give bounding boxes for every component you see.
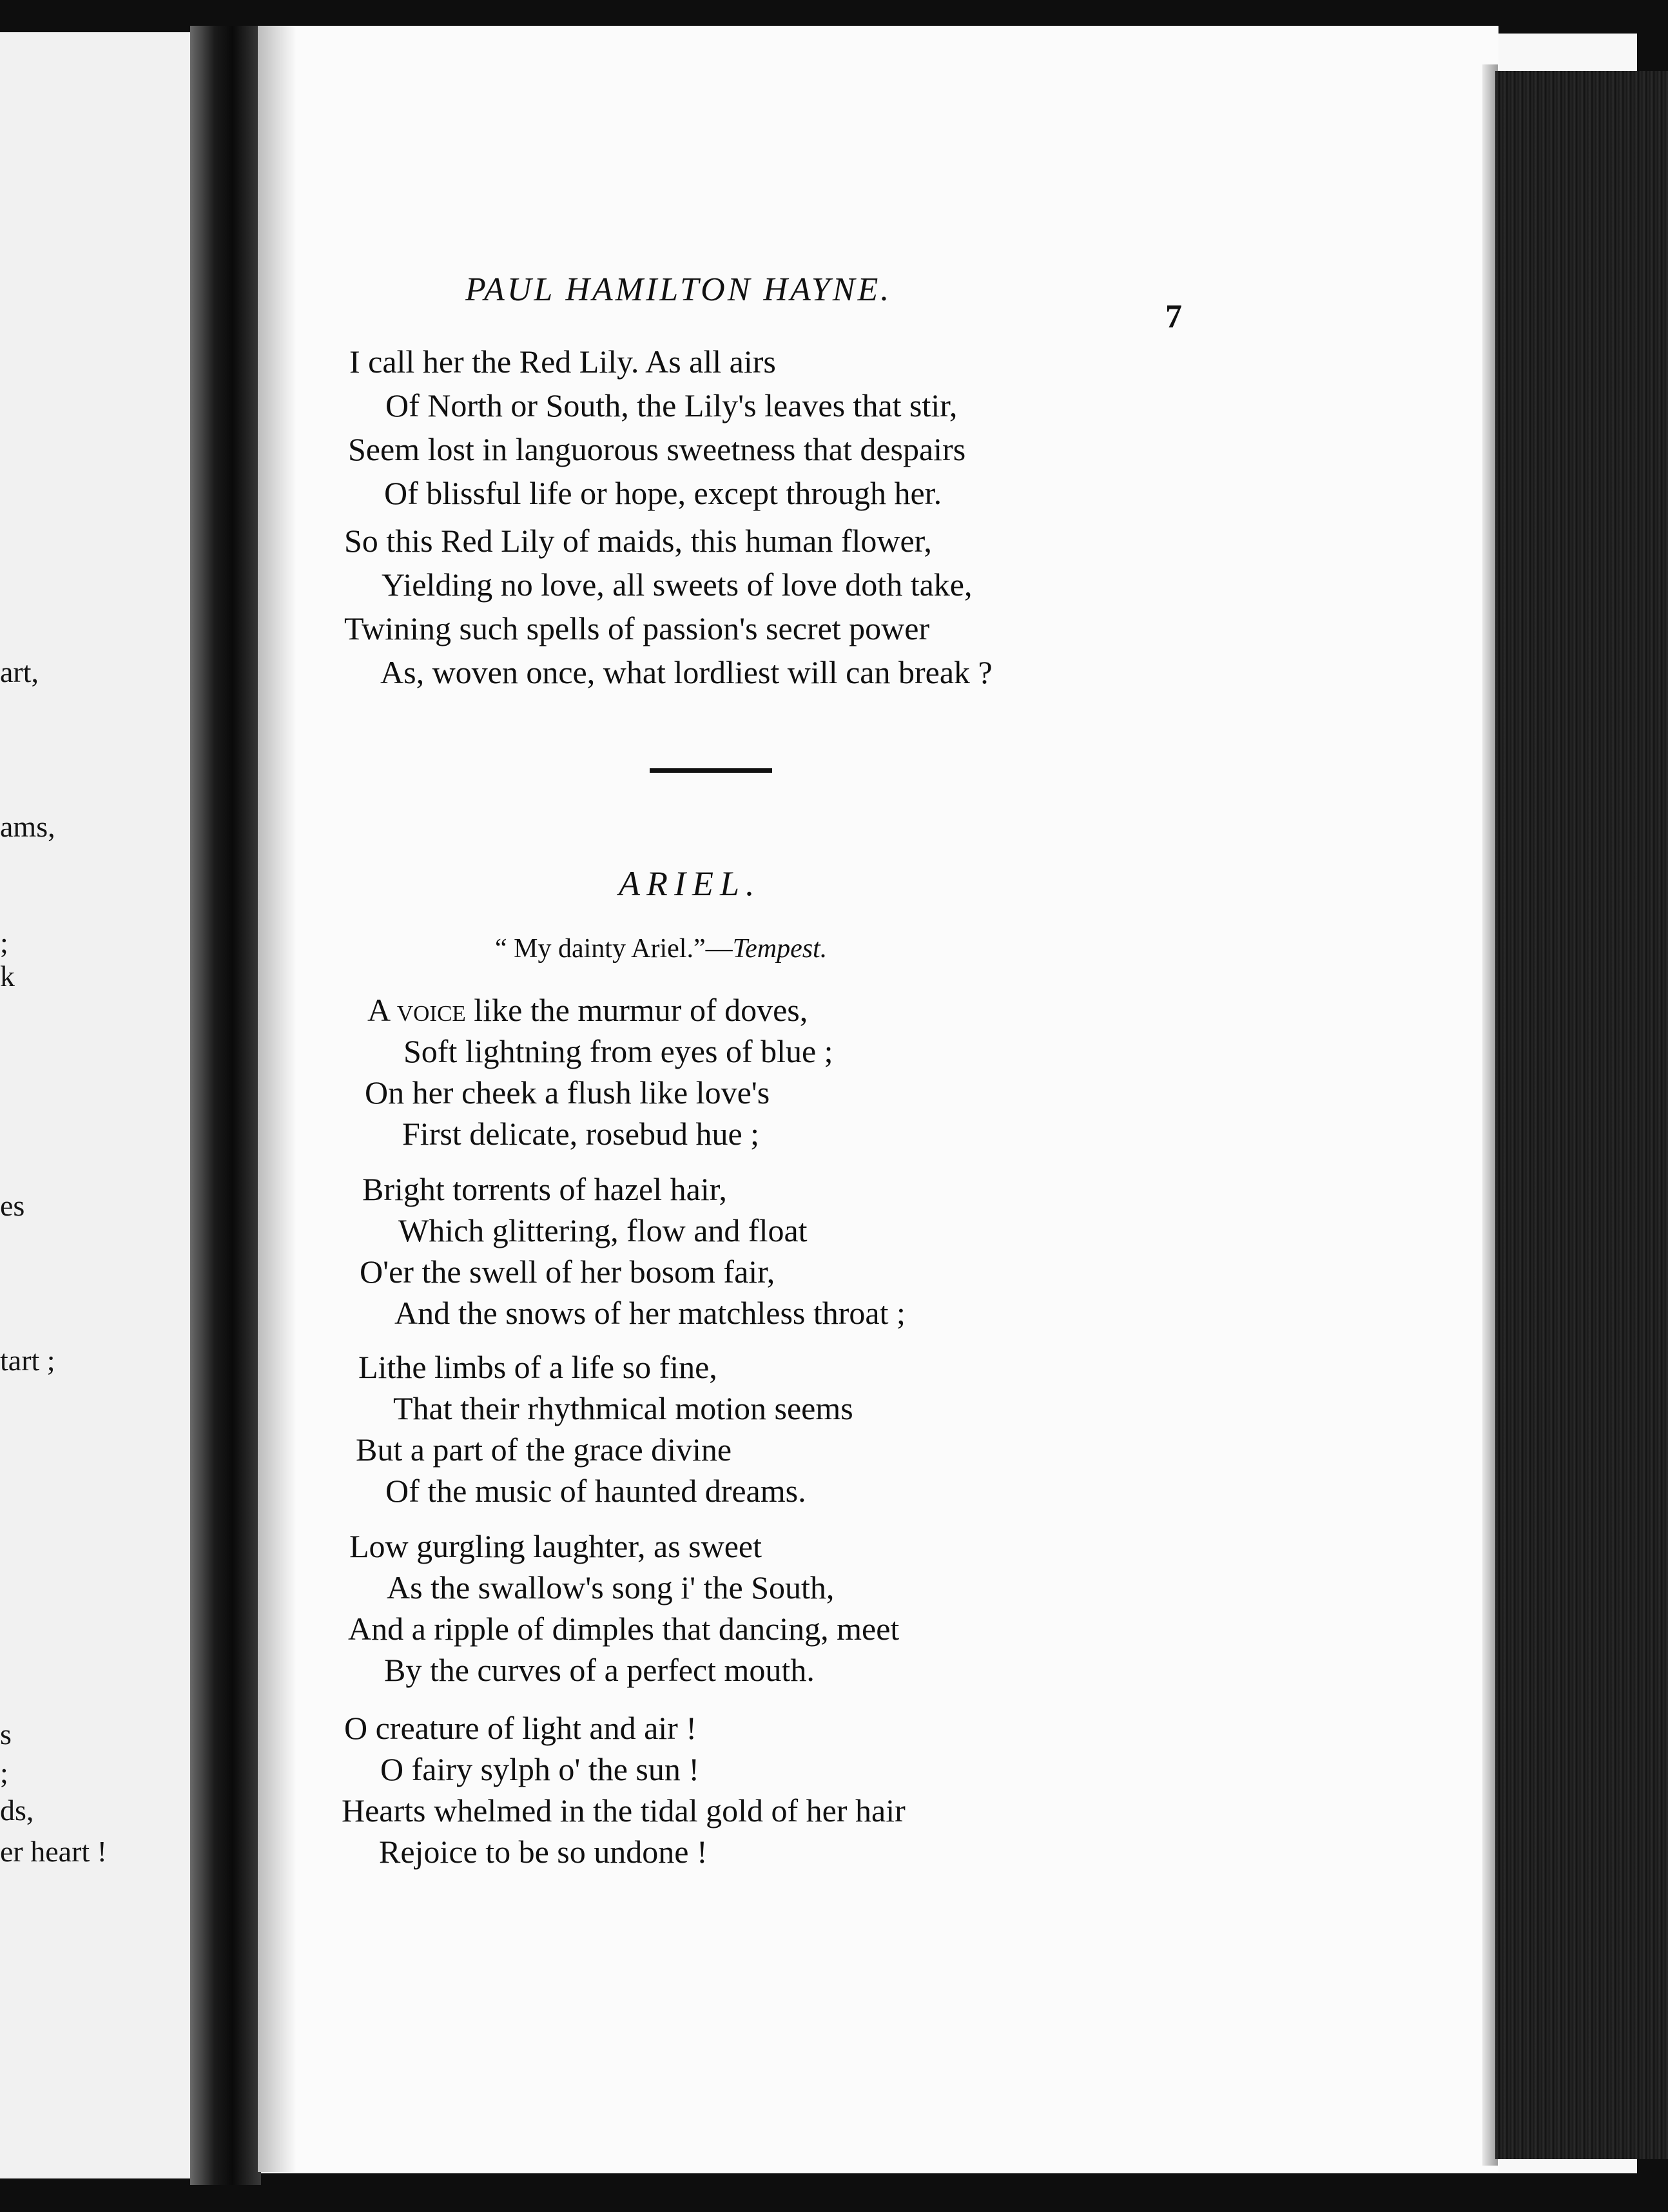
- page-number: 7: [1165, 298, 1182, 335]
- poem-line: That their rhythmical motion seems: [393, 1390, 853, 1426]
- poem-line: But a part of the grace divine: [356, 1431, 732, 1468]
- poem-line: Which glittering, flow and float: [398, 1212, 808, 1248]
- stacked-page-edges: [1495, 71, 1668, 2159]
- left-fragment: ;: [0, 926, 8, 959]
- poem-line: Seem lost in languorous sweetness that despairs: [348, 431, 966, 467]
- left-fragment: es: [0, 1189, 25, 1222]
- poem-line: By the curves of a perfect mouth.: [384, 1652, 815, 1688]
- first-word-caps: voice: [396, 992, 466, 1028]
- poem-line: As, woven once, what lordliest will can break ?: [380, 654, 993, 690]
- poem-line: Low gurgling laughter, as sweet: [349, 1528, 762, 1564]
- poem-line: As the swallow's song i' the South,: [387, 1569, 835, 1606]
- first-word-initial: A: [367, 992, 397, 1028]
- poem-line: Of blissful life or hope, except through her.: [384, 475, 942, 511]
- poem-line: Rejoice to be so undone !: [379, 1834, 708, 1870]
- poem-line: So this Red Lily of maids, this human flower,: [344, 523, 932, 559]
- poem-line: Bright torrents of hazel hair,: [362, 1171, 727, 1207]
- left-fragment: art,: [0, 655, 39, 688]
- book-gutter: [190, 26, 261, 2185]
- poem-first-line: [367, 994, 808, 1026]
- poem-line: Lithe limbs of a life so fine,: [358, 1349, 717, 1385]
- poem-line: First delicate, rosebud hue ;: [402, 1116, 760, 1152]
- left-fragment: er heart !: [0, 1835, 107, 1868]
- poem-line: Hearts whelmed in the tidal gold of her hair: [342, 1792, 906, 1829]
- left-fragment: ds,: [0, 1794, 34, 1827]
- poem-line: Soft lightning from eyes of blue ;: [403, 1033, 833, 1069]
- first-line-rest: like the murmur of doves,: [465, 992, 808, 1028]
- poem-line: Of the music of haunted dreams.: [385, 1473, 806, 1509]
- poem-line: Of North or South, the Lily's leaves that stir,: [385, 387, 958, 423]
- left-fragment: k: [0, 960, 15, 993]
- poem-line: O fairy sylph o' the sun !: [380, 1751, 700, 1787]
- poem-title: ARIEL.: [619, 864, 761, 903]
- epigraph: [495, 933, 827, 964]
- gutter-shadow: [258, 26, 296, 2172]
- poem-line: And the snows of her matchless throat ;: [394, 1295, 906, 1331]
- left-fragment: tart ;: [0, 1344, 55, 1377]
- poem-line: On her cheek a flush like love's: [365, 1074, 770, 1111]
- epigraph-source: Tempest.: [732, 934, 828, 964]
- poem-line: I call her the Red Lily. As all airs: [349, 344, 776, 380]
- left-fragment: ams,: [0, 810, 55, 843]
- section-rule: [650, 768, 772, 773]
- left-fragment: s: [0, 1718, 12, 1751]
- poem-line: O creature of light and air !: [344, 1710, 697, 1746]
- running-head: PAUL HAMILTON HAYNE.: [465, 271, 892, 308]
- poem-line: O'er the swell of her bosom fair,: [360, 1254, 775, 1290]
- poem-line: Yielding no love, all sweets of love doth take,: [382, 567, 973, 603]
- poem-line: And a ripple of dimples that dancing, meet: [348, 1611, 900, 1647]
- left-fragment: ;: [0, 1756, 8, 1789]
- epigraph-quote: “ My dainty Ariel.”—: [495, 934, 733, 964]
- poem-line: Twining such spells of passion's secret power: [344, 610, 930, 646]
